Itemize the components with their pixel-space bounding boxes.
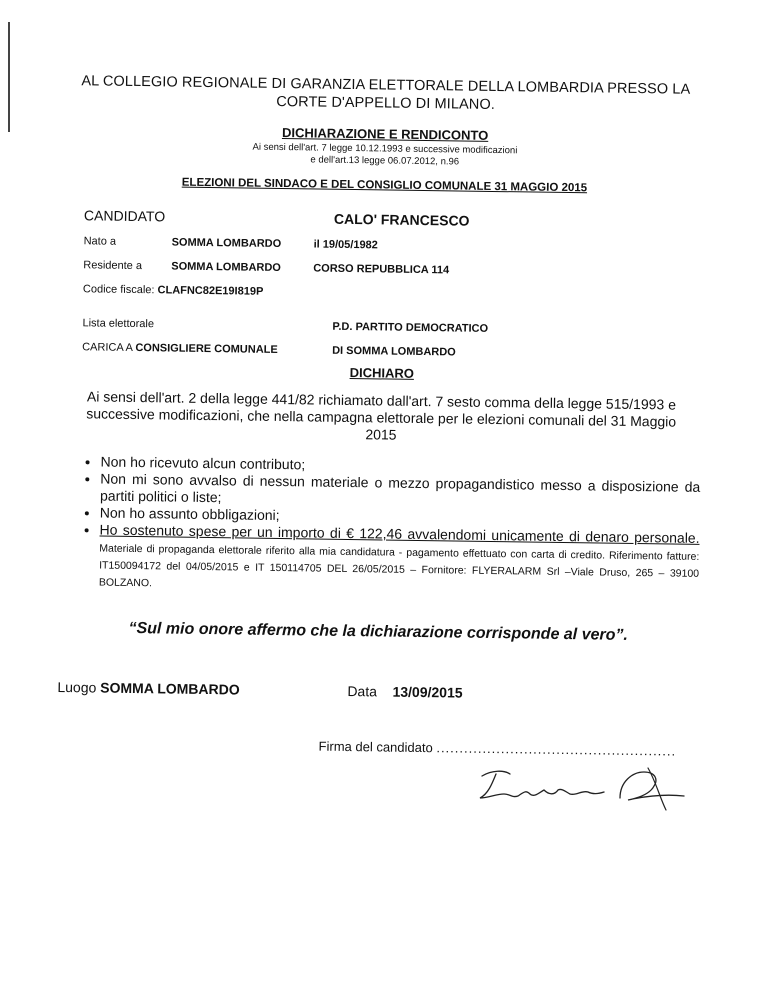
fiscal-code-label: Codice fiscale: [82, 283, 155, 297]
addressee-line-2: CORTE D'APPELLO DI MILANO. [276, 93, 496, 113]
birth-row [64, 235, 704, 256]
legal-reference-line-2: e dell'art.13 legge 06.07.2012, n.96 [310, 154, 460, 168]
expense-note: Materiale di propaganda elettorale riferito alla mia candidatura - pagamento effettuato con carta di credito. Riferimento fatture: IT150094172 del 04/05/2015 e IT 150114705 DEL 26/05/2015 – Fornitore: FLYERALARM Srl –Viale Druso, 265 – 39100 BOLZANO. [98, 542, 700, 590]
declaration-heading: DICHIARO [349, 364, 415, 381]
list-item [99, 522, 700, 598]
candidate-label: CANDIDATO [83, 207, 166, 225]
declaration-preamble: Ai sensi dell'art. 2 della legge 441/82 richiamato dall'art. 7 sesto comma della legge 515/1993 e successive modificazioni, che nella campagna elettorale per le elezioni comunali del 31 Maggio 2015 [86, 388, 677, 443]
fiscal-code-value: CLAFNC82E19I819P [157, 284, 264, 298]
signature-row [57, 735, 697, 759]
fiscal-code-row [63, 283, 703, 304]
scan-edge-line [8, 22, 10, 132]
honor-statement: “Sul mio onore affermo che la dichiarazione corrisponde al vero”. [128, 619, 628, 644]
signature-line: .................................................... [436, 740, 677, 759]
born-place: SOMMA LOMBARDO [171, 236, 282, 251]
electoral-list-row [62, 317, 702, 338]
document-title: DICHIARAZIONE E RENDICONTO [281, 125, 489, 143]
born-date: il 19/05/1982 [313, 238, 378, 252]
residence-row [63, 259, 703, 280]
candidate-row [64, 207, 704, 232]
office-town: DI SOMMA LOMBARDO [332, 344, 456, 359]
declaration-document [57, 72, 706, 759]
date-value: 13/09/2015 [392, 683, 463, 701]
place-date-row [57, 679, 697, 704]
date-block [347, 683, 462, 701]
declaration-list [59, 453, 701, 598]
addressee-line-1: AL COLLEGIO REGIONALE DI GARANZIA ELETTORALE DELLA LOMBARDIA PRESSO LA [81, 73, 691, 98]
place-label: Luogo [57, 678, 97, 696]
list-item: • Non ho ricevuto alcun contributo; [100, 454, 700, 479]
legal-reference-line-1: Ai sensi dell'art. 7 legge 10.12.1993 e successive modificazioni [252, 141, 518, 157]
list-item: • Non ho assunto obbligazioni; [100, 505, 700, 530]
date-label: Data [347, 682, 378, 700]
list-label: Lista elettorale [82, 317, 155, 331]
place-value: SOMMA LOMBARDO [100, 679, 240, 698]
resident-address: CORSO REPUBBLICA 114 [313, 262, 450, 277]
office-value: CONSIGLIERE COMUNALE [135, 341, 278, 356]
office-prefix: CARICA A [82, 341, 133, 354]
expense-statement: Ho sostenuto spese per un importo di € 122,46 avvalendomi unicamente di denaro personale. [99, 521, 700, 546]
place-block [57, 679, 347, 699]
office-label [62, 341, 332, 357]
list-value: P.D. PARTITO DEMOCRATICO [332, 320, 489, 335]
born-label: Nato a [83, 235, 117, 248]
list-item: • Non mi sono avvalso di nessun materiale o mezzo propagandistico messo a disposizione da partiti politici o liste; [100, 471, 700, 513]
election-title: ELEZIONI DEL SINDACO E DEL CONSIGLIO COMUNALE 31 MAGGIO 2015 [181, 176, 588, 195]
resident-label: Residente a [83, 259, 143, 273]
resident-city: SOMMA LOMBARDO [171, 260, 281, 275]
addressee-block [65, 72, 705, 117]
handwritten-signature [470, 758, 700, 818]
signature-label: Firma del candidato [318, 738, 433, 756]
candidate-name: CALO' FRANCESCO [333, 210, 470, 229]
office-row [62, 341, 702, 362]
